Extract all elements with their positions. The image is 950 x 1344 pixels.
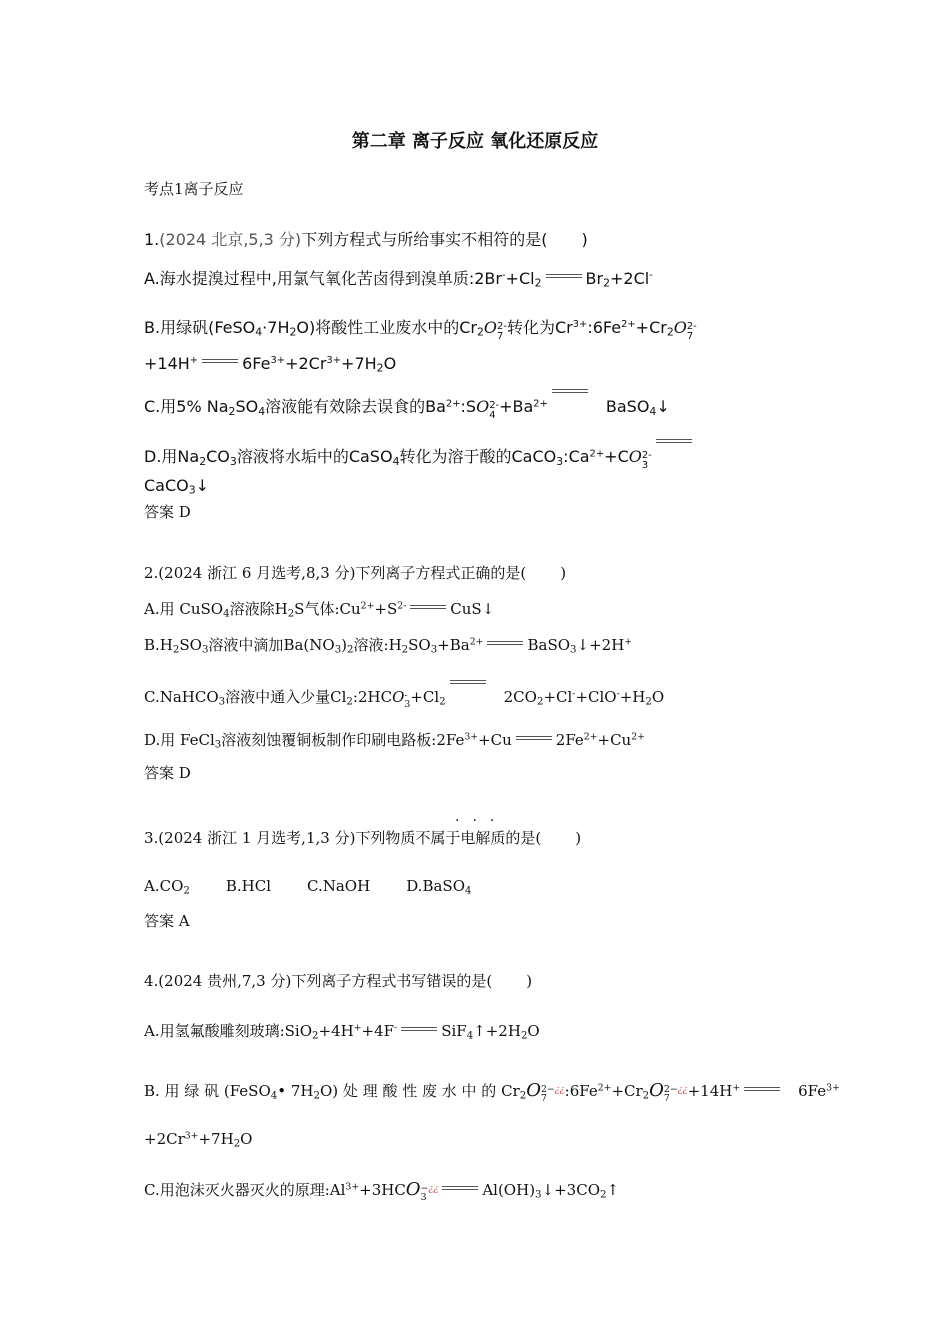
- q1-stem: 1.(2024 北京,5,3 分)下列方程式与所给事实不相符的是( ): [144, 230, 588, 249]
- q1-option-b: B.用绿矾$(FeSO_4\cdot 7H_2O)$将酸性工业废水中的$Cr_2O$ 2- 7 转化为$Cr^{3+}:6Fe^{2+}+Cr_2O$ 2- 7: [144, 318, 697, 342]
- q3-answer: 答案 A: [144, 912, 190, 930]
- q4-option-b-cont: $+2Cr^{3+}+7H_2O$: [144, 1130, 253, 1150]
- q1-option-d-cont: CaCO$_3$↓: [144, 476, 210, 497]
- q2-option-d: D.用 FeCl$_3$溶液刻蚀覆铜板制作印刷电路板$:2Fe^{3+}+Cu$ $2Fe^{2+}+Cu^{2+}$: [144, 731, 645, 751]
- section-heading: 考点1离子反应: [144, 180, 244, 198]
- q2-option-a: A.用 CuSO$_4$溶液除$H_2S$气体$:Cu^{2+}+S^{2-}$ CuS↓: [144, 600, 495, 620]
- q4-option-a: A.用氢氟酸雕刻玻璃:SiO$_2$+4H++4F- $SiF_4↑+2H_2O$: [144, 1022, 540, 1042]
- q1-answer: 答案 D: [144, 503, 191, 521]
- q1-option-c: C.用5% $Na_2SO_4$溶液能有效除去误食的$Ba^{2+}:SO$ 2- 4 $+Ba^{2+}$ BaSO$_4$↓: [144, 389, 670, 421]
- q2-stem: 2.(2024 浙江 6 月选考,8,3 分)下列离子方程式正确的是( ): [144, 564, 567, 582]
- q4-option-c: C.用泡沫灭火器灭火的原理$:Al^{3+}+3HCO$ −¿¿ 3 $Al(OH)_3↓+3CO_2↑$: [144, 1179, 620, 1204]
- q4-option-b: B. 用 绿 矾 (FeSO$_4$• $7H_2O$) 处 理 酸 性 废 水 中 的 $Cr_2O$ 2−¿¿ 7 $:6Fe^{2+}+Cr_2O$ 2−¿¿ 7 +14H+ $6Fe^{3+}$: [144, 1080, 840, 1105]
- q4-stem: 4.(2024 贵州,7,3 分)下列离子方程式书写错误的是( ): [144, 972, 533, 990]
- q2-answer: 答案 D: [144, 764, 191, 782]
- emphasis-dots: ···: [455, 813, 508, 829]
- q3-stem: 3.(2024 浙江 1 月选考,1,3 分)下列物质不属于电解质的是( ): [144, 829, 582, 847]
- q1-option-d: D.用$Na_2CO_3$溶液将水垢中的CaSO$_4$转化为溶于酸的$CaCO_3:Ca^{2+}+CO$ 2- 3: [144, 439, 696, 471]
- q2-option-b: $B.H_2SO_3$溶液中滴加$Ba(NO_3)_2$溶液$:H_2SO_3+Ba^{2+}$ BaSO$_3$↓+2H+: [144, 636, 633, 656]
- q1-option-b-cont: +14H+ $6Fe^{3+}+2Cr^{3+}+7H_2O$: [144, 354, 397, 375]
- q1-option-a: A.海水提溴过程中,用氯气氧化苦卤得到溴单质$:2Br^-+Cl_2$ $Br_2+2Cl^-$: [144, 269, 653, 290]
- q3-options: $A.CO_2$ B.HCl C.NaOH D.BaSO$_4$: [144, 877, 472, 897]
- chapter-title: 第二章 离子反应 氧化还原反应: [351, 131, 599, 152]
- q2-option-c: C.NaHCO$_3$溶液中通入少量$Cl_2:2HCO$ - 3 $+Cl_2$ $2CO_2+Cl^-+ClO^-+H_2O$: [144, 680, 664, 710]
